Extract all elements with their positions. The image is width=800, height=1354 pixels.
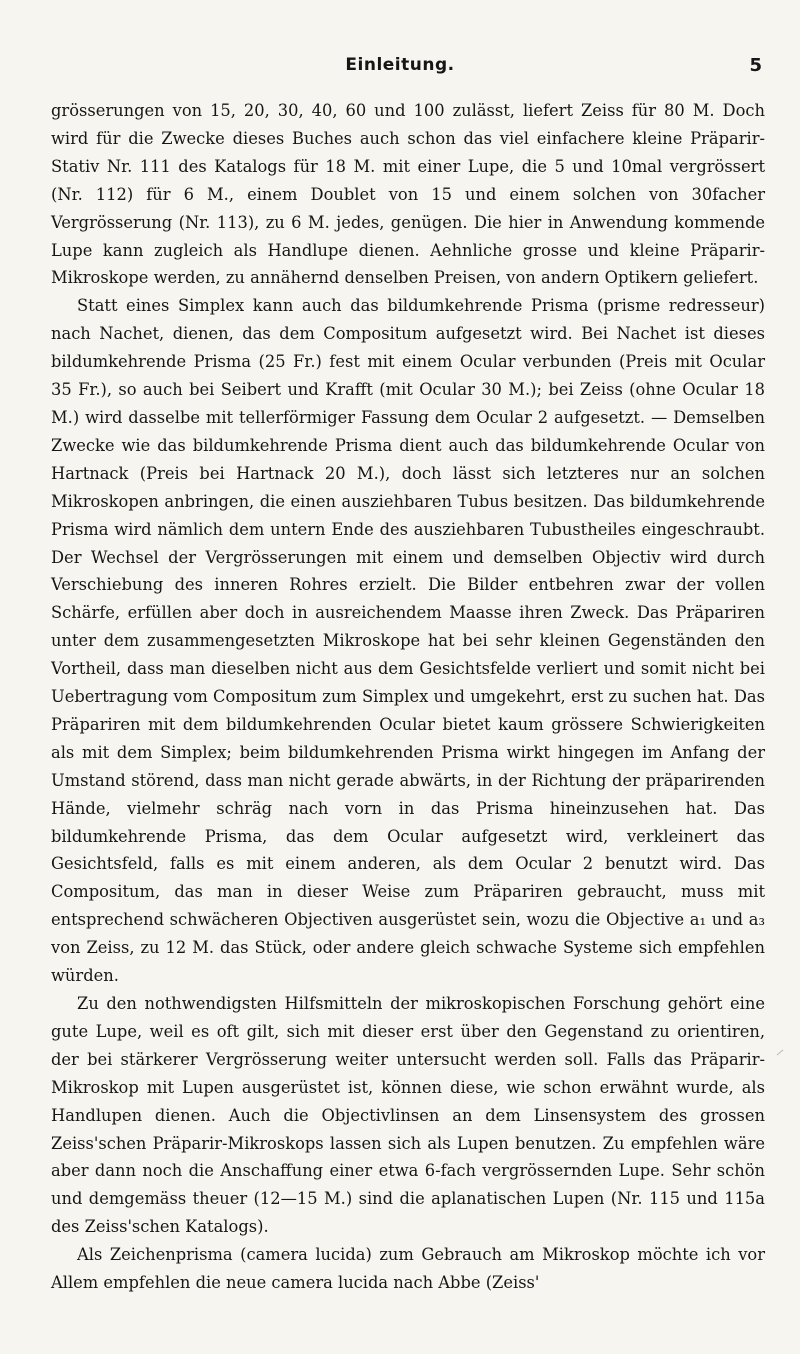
running-title: Einleitung.	[345, 55, 455, 75]
paragraph-zeichenprisma: Als Zeichenprisma (camera lucida) zum Gebrauch am Mikroskop möchte ich vor Allem empfehlen die neue camera lucida nach Abbe (Zeiss'	[51, 1245, 765, 1293]
margin-mark	[777, 1050, 784, 1056]
paragraph-continuation: grösserungen von 15, 20, 30, 40, 60 und 100 zulässt, liefert Zeiss für 80 M. Doch wird für die Zwecke dieses Buches auch schon das viel einfachere kleine Präparir-Stativ Nr. 111 des Katalogs für 18 M. mit einer Lupe, die 5 und 10mal vergrössert (Nr. 112) für 6 M., einem Doublet von 15 und einem solchen von 30facher Vergrösserung (Nr. 113), zu 6 M. jedes, genügen. Die hier in Anwendung kommende Lupe kann zugleich als Handlupe dienen. Aehnliche grosse und kleine Präparir-Mikroskope werden, zu annähernd denselben Preisen, von andern Optikern geliefert.	[51, 101, 765, 288]
page-number: 5	[749, 55, 762, 76]
paragraph-prisma: Statt eines Simplex kann auch das bildumkehrende Prisma (prisme redresseur) nach Nachet, dienen, das dem Compositum aufgesetzt wird. Bei Nachet ist dieses bildumkehrende Prisma (25 Fr.) fest mit einem Ocular verbunden (Preis mit Ocular 35 Fr.), so auch bei Seibert und Krafft (mit Ocular 30 M.); bei Zeiss (ohne Ocular 18 M.) wird dasselbe mit tellerförmiger Fassung dem Ocular 2 aufgesetzt. — Demselben Zwecke wie das bildumkehrende Prisma dient auch das bildumkehrende Ocular von Hartnack (Preis bei Hartnack 20 M.), doch lässt sich letzteres nur an solchen Mikroskopen anbringen, die einen ausziehbaren Tubus besitzen. Das bildumkehrende Prisma wird nämlich dem untern Ende des ausziehbaren Tubustheiles eingeschraubt. Der Wechsel der Vergrösserungen mit einem und demselben Objectiv wird durch Verschiebung des inneren Rohres erzielt. Die Bilder entbehren zwar der vollen Schärfe, erfüllen aber doch in ausreichendem Maasse ihren Zweck. Das Präpariren unter dem zusammengesetzten Mikroskope hat bei sehr kleinen Gegenständen den Vortheil, dass man dieselben nicht aus dem Gesichtsfelde verliert und somit nicht bei Uebertragung vom Compositum zum Simplex und umgekehrt, erst zu suchen hat. Das Präpariren mit dem bildumkehrenden Ocular bietet kaum grössere Schwierigkeiten als mit dem Simplex; beim bildumkehrenden Prisma wirkt hingegen im Anfang der Umstand störend, dass man nicht gerade abwärts, in der Richtung der präparirenden Hände, vielmehr schräg nach vorn in das Prisma hineinzusehen hat. Das bildumkehrende Prisma, das dem Ocular aufgesetzt wird, verkleinert das Gesichtsfeld, falls es mit einem anderen, als dem Ocular 2 benutzt wird. Das Compositum, das man in dieser Weise zum Präpariren gebraucht, muss mit entsprechend schwächeren Objectiven ausgerüstet sein, wozu die Objective a₁ und a₃ von Zeiss, zu 12 M. das Stück, oder andere gleich schwache Systeme sich empfehlen würden.	[51, 296, 765, 986]
body-text	[51, 97, 765, 1297]
running-head	[0, 55, 800, 81]
paragraph-lupe: Zu den nothwendigsten Hilfsmitteln der mikroskopischen Forschung gehört eine gute Lupe, weil es oft gilt, sich mit dieser erst über den Gegenstand zu orientiren, der bei stärkerer Vergrösserung weiter untersucht werden soll. Falls das Präparir-Mikroskop mit Lupen ausgerüstet ist, können diese, wie schon erwähnt wurde, als Handlupen dienen. Auch die Objectivlinsen an dem Linsensystem des grossen Zeiss'schen Präparir-Mikroskops lassen sich als Lupen benutzen. Zu empfehlen wäre aber dann noch die Anschaffung einer etwa 6-fach vergrössernden Lupe. Sehr schön und demgemäss theuer (12—15 M.) sind die aplanatischen Lupen (Nr. 115 und 115a des Zeiss'schen Katalogs).	[51, 994, 765, 1237]
